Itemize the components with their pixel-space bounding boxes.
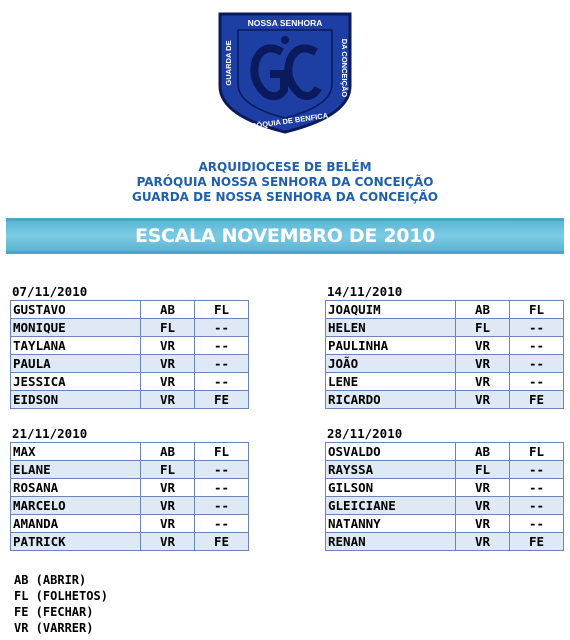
- fl-task: --: [195, 337, 249, 355]
- legend-item: VR (VARRER): [14, 621, 94, 635]
- ab-task: VR: [141, 355, 195, 373]
- member-name: RICARDO: [326, 391, 456, 409]
- table-row: [11, 497, 249, 515]
- member-name: HELEN: [326, 319, 456, 337]
- schedule-date: 14/11/2010: [327, 284, 403, 299]
- column-fl: FL: [510, 443, 564, 461]
- table-row: [326, 319, 564, 337]
- table-row: [11, 479, 249, 497]
- member-name: ROSANA: [11, 479, 141, 497]
- member-name: MARCELO: [11, 497, 141, 515]
- member-name: JESSICA: [11, 373, 141, 391]
- fl-task: --: [510, 479, 564, 497]
- logo-top-text: NOSSA SENHORA: [247, 18, 323, 28]
- table-header-row: [326, 301, 564, 319]
- table-row: [326, 461, 564, 479]
- table-row: [326, 391, 564, 409]
- fl-task: --: [195, 355, 249, 373]
- table-row: [11, 337, 249, 355]
- legend-item: AB (ABRIR): [14, 573, 87, 587]
- ab-task: VR: [456, 479, 510, 497]
- ab-task: FL: [456, 461, 510, 479]
- schedule-date: 28/11/2010: [327, 426, 403, 441]
- fl-task: --: [510, 319, 564, 337]
- member-name: PAULINHA: [326, 337, 456, 355]
- column-ab: AB: [141, 301, 195, 319]
- ab-task: VR: [141, 479, 195, 497]
- guard-line: GUARDA DE NOSSA SENHORA DA CONCEIÇÃO: [131, 190, 439, 204]
- fl-task: --: [195, 497, 249, 515]
- legend-item: FE (FECHAR): [14, 605, 94, 619]
- member-name: RAYSSA: [326, 461, 456, 479]
- leader-name: MAX: [11, 443, 141, 461]
- schedule-title: ESCALA NOVEMBRO DE 2010: [134, 225, 436, 247]
- schedule-block: [10, 284, 248, 409]
- fl-task: --: [510, 515, 564, 533]
- member-name: AMANDA: [11, 515, 141, 533]
- member-name: JOÃO: [326, 355, 456, 373]
- schedule-block: [10, 426, 248, 551]
- table-row: [326, 337, 564, 355]
- member-name: GILSON: [326, 479, 456, 497]
- logo-left-text: GUARDA DE: [224, 40, 233, 86]
- schedule-table: [325, 442, 564, 551]
- column-ab: AB: [456, 301, 510, 319]
- column-fl: FL: [195, 301, 249, 319]
- fl-task: FE: [195, 533, 249, 551]
- fl-task: --: [195, 319, 249, 337]
- fl-task: --: [195, 373, 249, 391]
- fl-task: --: [510, 337, 564, 355]
- parish-line: PARÓQUIA NOSSA SENHORA DA CONCEIÇÃO: [136, 175, 434, 189]
- member-name: NATANNY: [326, 515, 456, 533]
- leader-name: GUSTAVO: [11, 301, 141, 319]
- member-name: ELANE: [11, 461, 141, 479]
- table-row: [11, 391, 249, 409]
- logo-right-text: DA CONCEIÇÃO: [340, 38, 349, 98]
- table-row: [326, 533, 564, 551]
- table-row: [11, 355, 249, 373]
- table-header-row: [11, 301, 249, 319]
- table-row: [11, 461, 249, 479]
- table-row: [11, 319, 249, 337]
- fl-task: FE: [510, 533, 564, 551]
- ab-task: VR: [456, 337, 510, 355]
- fl-task: --: [195, 515, 249, 533]
- schedule-table: [10, 442, 249, 551]
- leader-name: JOAQUIM: [326, 301, 456, 319]
- fl-task: --: [510, 373, 564, 391]
- ab-task: VR: [141, 533, 195, 551]
- legend-item: FL (FOLHETOS): [14, 589, 108, 603]
- ab-task: FL: [141, 461, 195, 479]
- column-ab: AB: [141, 443, 195, 461]
- table-row: [11, 373, 249, 391]
- fl-task: --: [510, 497, 564, 515]
- table-row: [326, 515, 564, 533]
- logo-bottom-text: PARÓQUIA DE BENFICA: [240, 110, 329, 133]
- ab-task: VR: [456, 515, 510, 533]
- fl-task: --: [510, 355, 564, 373]
- ab-task: VR: [456, 497, 510, 515]
- member-name: LENE: [326, 373, 456, 391]
- ab-task: VR: [456, 391, 510, 409]
- fl-task: FE: [195, 391, 249, 409]
- ab-task: VR: [141, 337, 195, 355]
- ab-task: VR: [141, 497, 195, 515]
- ab-task: VR: [456, 373, 510, 391]
- member-name: EIDSON: [11, 391, 141, 409]
- column-fl: FL: [510, 301, 564, 319]
- table-row: [326, 497, 564, 515]
- ab-task: FL: [141, 319, 195, 337]
- table-row: [326, 479, 564, 497]
- column-fl: FL: [195, 443, 249, 461]
- ab-task: VR: [141, 515, 195, 533]
- schedule-date: 07/11/2010: [12, 284, 88, 299]
- fl-task: FE: [510, 391, 564, 409]
- table-row: [326, 373, 564, 391]
- member-name: GLEICIANE: [326, 497, 456, 515]
- guarda-logo: [212, 8, 358, 136]
- ab-task: VR: [141, 391, 195, 409]
- task-legend: [14, 572, 108, 636]
- schedule-table: [10, 300, 249, 409]
- fl-task: --: [195, 461, 249, 479]
- table-row: [326, 355, 564, 373]
- leader-name: OSVALDO: [326, 443, 456, 461]
- table-header-row: [11, 443, 249, 461]
- ab-task: VR: [456, 355, 510, 373]
- ab-task: FL: [456, 319, 510, 337]
- member-name: TAYLANA: [11, 337, 141, 355]
- table-row: [11, 515, 249, 533]
- member-name: RENAN: [326, 533, 456, 551]
- ab-task: VR: [141, 373, 195, 391]
- table-header-row: [326, 443, 564, 461]
- schedule-table: [325, 300, 564, 409]
- institution-header: [0, 160, 570, 205]
- member-name: MONIQUE: [11, 319, 141, 337]
- member-name: PATRICK: [11, 533, 141, 551]
- fl-task: --: [195, 479, 249, 497]
- schedule-date: 21/11/2010: [12, 426, 88, 441]
- archdiocese-line: ARQUIDIOCESE DE BELÉM: [198, 160, 372, 174]
- member-name: PAULA: [11, 355, 141, 373]
- schedule-block: [325, 426, 563, 551]
- schedule-block: [325, 284, 563, 409]
- column-ab: AB: [456, 443, 510, 461]
- ab-task: VR: [456, 533, 510, 551]
- schedule-title-banner: [6, 218, 564, 254]
- table-row: [11, 533, 249, 551]
- fl-task: --: [510, 461, 564, 479]
